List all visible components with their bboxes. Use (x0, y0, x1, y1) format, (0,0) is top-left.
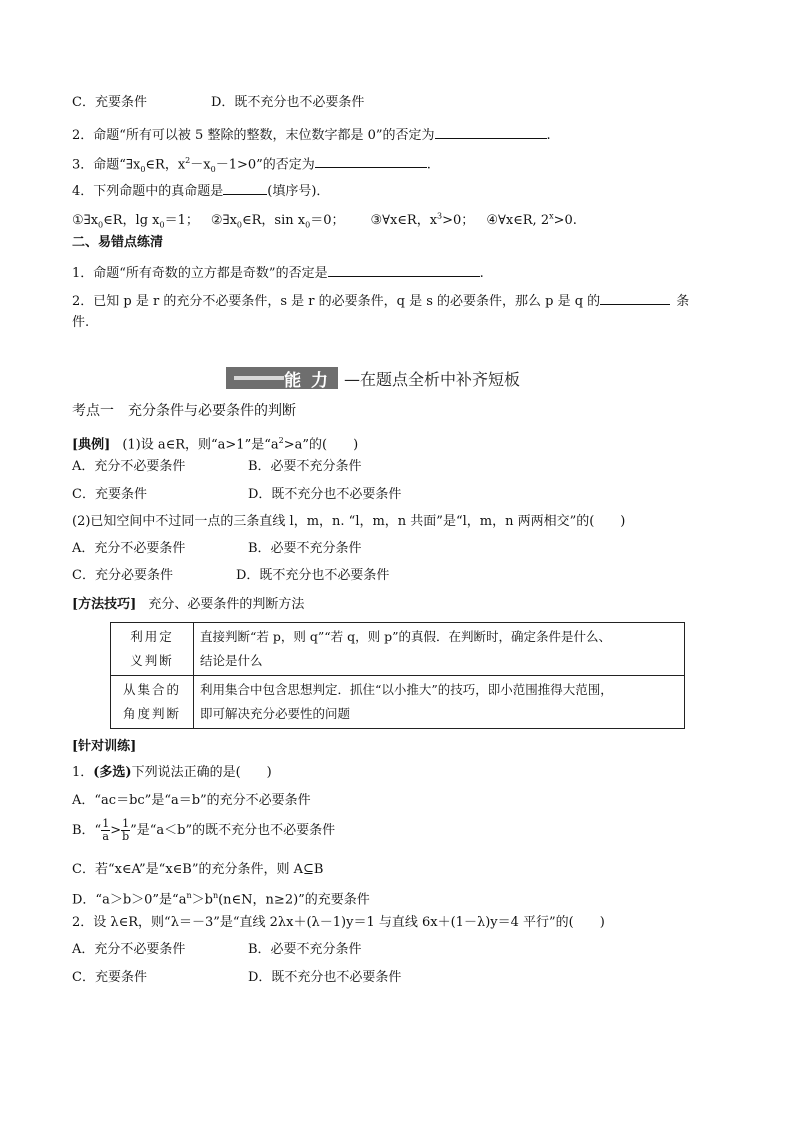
training-1-option-a: A．“ac＝bc”是“a＝b”的充分不必要条件 (72, 793, 311, 808)
option-3: ③∀x∈R，$x^3>0$； (370, 212, 475, 229)
example-1-options-cd: C．充要条件 D．既不充分也不必要条件 (72, 487, 402, 502)
kaodian-title: 考点一 充分条件与必要条件的判断 (72, 403, 296, 419)
answer-blank[interactable] (600, 290, 670, 305)
training-1-option-b: B．“ $\frac{1}{a}$ > $\frac{1}{b}$ ”是“a＜b”的既不充分也不必要条件 (72, 817, 336, 843)
training-2-options-ab: A．充分不必要条件 B．必要不充分条件 (72, 942, 362, 957)
example-2-options-ab: A．充分不必要条件 B．必要不充分条件 (72, 541, 362, 556)
option-2: $②\exists x_0\in R$，$\sin x_0=0$； (210, 213, 345, 230)
answer-blank[interactable] (435, 124, 547, 139)
section-2-title: 二、易错点练清 (72, 235, 164, 250)
question-3: 3．命题“$\exists x_0\in R$，$x^2-x_0-1>0$”的否定为 . (72, 152, 431, 179)
table-row (111, 676, 685, 729)
section-2-question-2-end: 件. (72, 315, 90, 330)
option-c: C．充要条件 (72, 95, 147, 110)
example-tag: [典例] (72, 437, 111, 453)
banner-title: 能 力 (284, 370, 330, 391)
training-question-2: 2．设 λ∈R，则“λ＝－3”是“直线 2λx＋(λ－1)y＝1 与直线 6x＋(1－λ)y＝4 平行”的( ) (72, 915, 605, 930)
example-question-2: (2)已知空间中不过同一点的三条直线 l，m，n. “l，m，n 共面”是“l，m，n 两两相交”的( ) (72, 514, 626, 529)
training-question-1: 1．(多选)下列说法正确的是( ) (72, 765, 272, 780)
table-head-cell: 利用定 义判断 (111, 623, 194, 676)
example-question-1: [典例] (1)设 a∈R，则“a>1”是“$a^2>a$”的( ) (72, 436, 359, 453)
option-4: ④∀x∈R, $2^x>0$. (486, 212, 577, 229)
method-heading: [方法技巧] 充分、必要条件的判断方法 (72, 597, 305, 612)
example-1-options-ab: A．充分不必要条件 B．必要不充分条件 (72, 459, 362, 474)
banner-stripe (234, 376, 284, 380)
table-head-cell: 从集合的 角度判断 (111, 676, 194, 729)
section-2-question-2: 2．已知 p 是 r 的充分不必要条件，s 是 r 的必要条件，q 是 s 的必要条件，那么 p 是 q 的 条 (72, 290, 689, 311)
training-tag: [针对训练] (72, 739, 137, 754)
option-1: $①\exists x_0\in R$，$\lg x_0=1$； (72, 213, 199, 230)
question-2: 2．命题“所有可以被 5 整除的整数，末位数字都是 0”的否定为 . (72, 124, 551, 145)
table-body-cell: 直接判断“若 p，则 q”“若 q，则 p”的真假．在判断时，确定条件是什么、 结论是什么 (194, 623, 685, 676)
fraction: $\frac{1}{a}$ (102, 817, 110, 843)
answer-blank[interactable] (328, 262, 480, 277)
ability-banner (226, 366, 520, 390)
training-2-options-cd: C．充要条件 D．既不充分也不必要条件 (72, 970, 402, 985)
table-row (111, 623, 685, 676)
training-1-option-c: C．若“x∈A”是“x∈B”的充分条件，则 A⊆B (72, 862, 324, 877)
method-tag: [方法技巧] (72, 597, 137, 612)
question-4-options (72, 208, 577, 235)
table-body-cell: 利用集合中包含思想判定．抓住“以小推大”的技巧，即小范围推得大范围， 即可解决充分必要性的问题 (194, 676, 685, 729)
method-table (110, 622, 685, 729)
answer-blank[interactable] (223, 180, 267, 195)
banner-subtitle: —在题点全析中补齐短板 (344, 369, 521, 389)
section-2-question-1: 1．命题“所有奇数的立方都是奇数”的否定是 . (72, 262, 484, 283)
fraction: $\frac{1}{b}$ (122, 817, 130, 843)
banner-bar (226, 367, 338, 389)
option-d: D．既不充分也不必要条件 (210, 95, 365, 110)
question-4: 4．下列命题中的真命题是 (填序号)． (72, 180, 329, 201)
answer-blank[interactable] (315, 153, 427, 168)
example-2-options-cd: C．充分必要条件 D．既不充分也不必要条件 (72, 568, 390, 583)
training-1-option-d: D．“a＞b＞0”是“$a^n>b^n(n\in N$，n≥2)”的充要条件 (72, 891, 370, 908)
top-option-line (72, 94, 364, 112)
